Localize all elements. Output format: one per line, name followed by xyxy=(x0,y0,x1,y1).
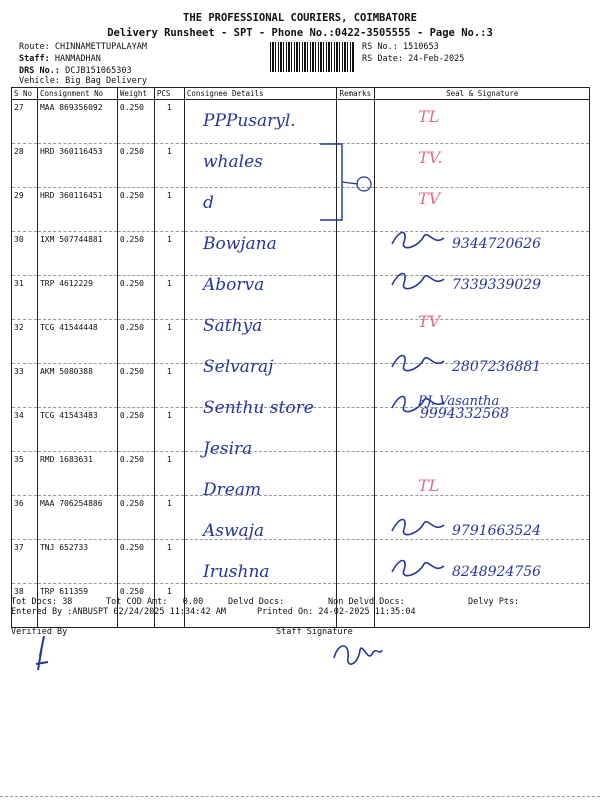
sno-cell: 36 xyxy=(12,496,38,540)
seal-cell xyxy=(375,188,590,232)
weight-cell: 0.250 xyxy=(117,364,154,408)
col-pcs: PCS xyxy=(154,88,184,100)
staff-signature-label: Staff Signature xyxy=(276,627,353,637)
consignment-cell: TRP 611359 xyxy=(37,584,117,628)
remarks-cell xyxy=(337,496,375,540)
phone-number: 2807236881 xyxy=(452,359,542,375)
table-header-row xyxy=(12,88,590,100)
consignment-cell: HRD 360116451 xyxy=(37,188,117,232)
sno-cell: 38 xyxy=(12,584,38,628)
consignee-handwriting: Bowjana xyxy=(203,234,277,254)
seal-text: TV xyxy=(418,312,441,331)
consignment-cell: TNJ 652733 xyxy=(37,540,117,584)
signature-scribble xyxy=(388,513,448,541)
tot-cod-value: 0.00 xyxy=(182,597,204,607)
company-title: THE PROFESSIONAL COURIERS, COIMBATORE xyxy=(183,12,417,24)
runsheet-subtitle: Delivery Runsheet - SPT - Phone No.:0422-3505555 - Page No.:3 xyxy=(107,27,493,39)
consignee-handwriting: Dream xyxy=(203,480,262,500)
col-remarks: Remarks xyxy=(337,88,375,100)
col-weight: Weight xyxy=(117,88,154,100)
consignee-handwriting: d xyxy=(203,193,214,213)
sno-cell: 34 xyxy=(12,408,38,452)
table-row xyxy=(12,320,590,364)
printed-on: Printed On: 24-02-2025 11:35:04 xyxy=(257,607,416,617)
rs-date-line xyxy=(362,54,464,64)
vehicle-label: Vehicle: xyxy=(19,76,60,86)
tot-cod-label: Tot COD Amt: xyxy=(106,597,168,607)
staff-value: HANMADHAN xyxy=(54,54,101,64)
verified-by-label: Verified By xyxy=(11,627,68,637)
seal-text: TV xyxy=(418,189,441,208)
seal-cell xyxy=(375,452,590,496)
rs-no-label: RS No.: xyxy=(362,42,398,52)
col-sno: S No xyxy=(12,88,38,100)
remarks-cell xyxy=(337,232,375,276)
pcs-cell: 1 xyxy=(154,276,184,320)
drs-label: DRS No.: xyxy=(19,66,60,76)
staff-signature-mark xyxy=(328,636,388,672)
pcs-cell: 1 xyxy=(154,364,184,408)
remarks-cell xyxy=(337,320,375,364)
consignment-cell: TCG 41543483 xyxy=(37,408,117,452)
phone-number: 9344720626 xyxy=(452,236,542,252)
vehicle-line xyxy=(19,76,147,86)
seal-text: TV. xyxy=(418,148,443,167)
col-seal-signature: Seal & Signature xyxy=(375,88,590,100)
pcs-cell: 1 xyxy=(154,496,184,540)
seal-text: TL xyxy=(418,476,440,495)
consignment-cell: AKM 5080388 xyxy=(37,364,117,408)
weight-cell: 0.250 xyxy=(117,320,154,364)
table-row xyxy=(12,100,590,144)
consignee-handwriting: Sathya xyxy=(203,316,263,336)
sno-cell: 30 xyxy=(12,232,38,276)
pcs-cell: 1 xyxy=(154,144,184,188)
consignee-handwriting: whales xyxy=(203,152,263,172)
staff-label: Staff: xyxy=(19,54,50,64)
signature-scribble xyxy=(388,226,448,254)
weight-cell: 0.250 xyxy=(117,100,154,144)
weight-cell: 0.250 xyxy=(117,144,154,188)
drs-line xyxy=(19,66,132,76)
pcs-cell: 1 xyxy=(154,408,184,452)
non-delvd-docs-label: Non Delvd Docs: xyxy=(328,597,405,607)
barcode xyxy=(270,42,354,72)
consignment-cell: HRD 360116453 xyxy=(37,144,117,188)
remarks-cell xyxy=(337,276,375,320)
signature-scribble xyxy=(388,554,448,582)
consignee-handwriting: Irushna xyxy=(203,562,270,582)
rs-no-line xyxy=(362,42,439,52)
tot-docs-value: 38 xyxy=(62,597,73,607)
route-label: Route: xyxy=(19,42,50,52)
seal-cell xyxy=(375,100,590,144)
seal-cell xyxy=(375,144,590,188)
sno-cell: 28 xyxy=(12,144,38,188)
sno-cell: 29 xyxy=(12,188,38,232)
weight-cell: 0.250 xyxy=(117,188,154,232)
consignment-cell: MAA 869356092 xyxy=(37,100,117,144)
drs-value: DCJB151065303 xyxy=(65,66,132,76)
weight-cell: 0.250 xyxy=(117,584,154,628)
weight-cell: 0.250 xyxy=(117,496,154,540)
remarks-cell xyxy=(337,540,375,584)
tot-docs-label: Tot Docs: xyxy=(11,597,58,607)
pcs-cell: 1 xyxy=(154,584,184,628)
pcs-cell: 1 xyxy=(154,188,184,232)
signature-scribble xyxy=(388,267,448,295)
rs-date-value: 24-Feb-2025 xyxy=(408,54,465,64)
weight-cell: 0.250 xyxy=(117,408,154,452)
sno-cell: 33 xyxy=(12,364,38,408)
bracket-mark xyxy=(318,142,378,224)
consignee-handwriting: Aswaja xyxy=(203,521,265,541)
route-value: CHINNAMETTUPALAYAM xyxy=(54,42,147,52)
runsheet-table xyxy=(11,87,590,628)
signature-scribble xyxy=(388,349,448,377)
consignment-cell: MAA 706254886 xyxy=(37,496,117,540)
phone-number: 9994332568 xyxy=(420,406,510,422)
phone-number: 9791663524 xyxy=(452,523,542,539)
sno-cell: 31 xyxy=(12,276,38,320)
table-row xyxy=(12,452,590,496)
sno-cell: 37 xyxy=(12,540,38,584)
weight-cell: 0.250 xyxy=(117,452,154,496)
tot-cod xyxy=(106,597,203,607)
consignee-handwriting: Jesira xyxy=(203,439,253,459)
sno-cell: 32 xyxy=(12,320,38,364)
remarks-cell xyxy=(337,408,375,452)
consignee-handwriting: Aborva xyxy=(203,275,265,295)
remarks-cell xyxy=(337,452,375,496)
pcs-cell: 1 xyxy=(154,320,184,364)
consignment-cell: TCG 41544448 xyxy=(37,320,117,364)
pcs-cell: 1 xyxy=(154,452,184,496)
weight-cell: 0.250 xyxy=(117,276,154,320)
staff-line xyxy=(19,54,101,64)
consignee-handwriting: Selvaraj xyxy=(203,357,274,377)
delvy-pts-label: Delvy Pts: xyxy=(468,597,520,607)
page-bottom-rule xyxy=(0,796,600,797)
rs-no-value: 1510653 xyxy=(402,42,439,52)
remarks-cell xyxy=(337,364,375,408)
vehicle-value: Big Bag Delivery xyxy=(65,76,147,86)
pcs-cell: 1 xyxy=(154,232,184,276)
seal-text: PJ. Vasantha xyxy=(418,394,500,409)
pcs-cell: 1 xyxy=(154,540,184,584)
sno-cell: 27 xyxy=(12,100,38,144)
entered-by: Entered By :ANBUSPT 02/24/2025 11:34:42 AM xyxy=(11,607,226,617)
phone-number: 8248924756 xyxy=(452,564,542,580)
tot-docs xyxy=(11,597,72,607)
col-consignee: Consignee Details xyxy=(184,88,337,100)
table-row xyxy=(12,144,590,188)
verified-signature xyxy=(30,634,60,674)
pcs-cell: 1 xyxy=(154,100,184,144)
col-consignment: Consignment No xyxy=(37,88,117,100)
consignee-handwriting: Senthu store xyxy=(203,398,314,418)
sno-cell: 35 xyxy=(12,452,38,496)
table-row xyxy=(12,188,590,232)
rs-date-label: RS Date: xyxy=(362,54,403,64)
phone-number: 7339339029 xyxy=(452,277,542,293)
route-line xyxy=(19,42,147,52)
consignment-cell: TRP 4612229 xyxy=(37,276,117,320)
consignee-handwriting: PPPusaryl. xyxy=(203,111,296,131)
remarks-cell xyxy=(337,100,375,144)
delvd-docs-label: Delvd Docs: xyxy=(228,597,285,607)
weight-cell: 0.250 xyxy=(117,540,154,584)
consignment-cell: IXM 507744881 xyxy=(37,232,117,276)
seal-text: TL xyxy=(418,107,440,126)
weight-cell: 0.250 xyxy=(117,232,154,276)
consignment-cell: RMD 1683631 xyxy=(37,452,117,496)
